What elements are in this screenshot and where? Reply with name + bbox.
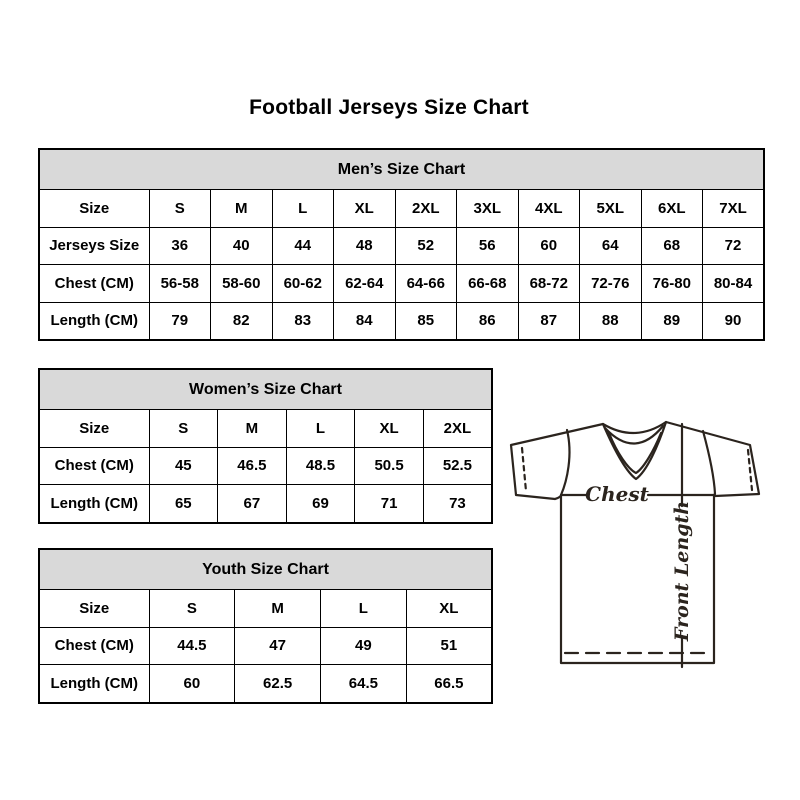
value-cell: 62-64 [334, 265, 396, 303]
table-row [39, 627, 492, 665]
value-cell: 76-80 [641, 265, 703, 303]
value-cell: XL [334, 190, 396, 228]
value-cell: 60 [518, 227, 580, 265]
value-cell: 85 [395, 302, 457, 340]
jersey-diagram-svg [501, 401, 771, 677]
value-cell: 50.5 [355, 447, 424, 485]
table-row [39, 410, 492, 448]
value-cell: M [211, 190, 273, 228]
row-label-cell: Size [39, 190, 149, 228]
value-cell: L [272, 190, 334, 228]
womens-size-table [38, 368, 493, 524]
value-cell: 36 [149, 227, 211, 265]
mens-table-header: Men’s Size Chart [39, 149, 764, 190]
value-cell: 87 [518, 302, 580, 340]
table-row [39, 447, 492, 485]
value-cell: 49 [321, 627, 407, 665]
table-row [39, 190, 764, 228]
value-cell: 44.5 [149, 627, 235, 665]
value-cell: 58-60 [211, 265, 273, 303]
value-cell: 52.5 [423, 447, 492, 485]
value-cell: 60-62 [272, 265, 334, 303]
value-cell: 56-58 [149, 265, 211, 303]
value-cell: 52 [395, 227, 457, 265]
table-row [39, 485, 492, 523]
value-cell: 68-72 [518, 265, 580, 303]
value-cell: 84 [334, 302, 396, 340]
value-cell: 60 [149, 665, 235, 703]
table-header-row [39, 149, 764, 190]
row-label-cell: Size [39, 410, 149, 448]
value-cell: L [286, 410, 355, 448]
value-cell: 89 [641, 302, 703, 340]
front-length-label: Front Length [671, 500, 693, 642]
row-label-cell: Chest (CM) [39, 627, 149, 665]
value-cell: 72 [703, 227, 765, 265]
value-cell: 3XL [457, 190, 519, 228]
youth-size-table [38, 548, 493, 704]
value-cell: 80-84 [703, 265, 765, 303]
value-cell: 4XL [518, 190, 580, 228]
value-cell: 47 [235, 627, 321, 665]
table-row [39, 302, 764, 340]
value-cell: 46.5 [218, 447, 287, 485]
row-label-cell: Length (CM) [39, 485, 149, 523]
row-label-cell: Chest (CM) [39, 265, 149, 303]
value-cell: 40 [211, 227, 273, 265]
value-cell: XL [355, 410, 424, 448]
table-header-row [39, 549, 492, 590]
jersey-outline [511, 422, 759, 663]
collar-band-outer-arc [603, 422, 666, 433]
page-title: Football Jerseys Size Chart [249, 96, 529, 119]
value-cell: 7XL [703, 190, 765, 228]
value-cell: 51 [406, 627, 492, 665]
row-label-cell: Length (CM) [39, 302, 149, 340]
value-cell: L [321, 590, 407, 628]
value-cell: 86 [457, 302, 519, 340]
row-label-cell: Size [39, 590, 149, 628]
value-cell: 66.5 [406, 665, 492, 703]
value-cell: 90 [703, 302, 765, 340]
row-label-cell: Jerseys Size [39, 227, 149, 265]
value-cell: S [149, 590, 235, 628]
value-cell: 83 [272, 302, 334, 340]
table-header-row [39, 369, 492, 410]
jersey-measurement-diagram [501, 401, 771, 677]
mens-size-table [38, 148, 765, 341]
table-row [39, 665, 492, 703]
row-label-cell: Chest (CM) [39, 447, 149, 485]
table-row [39, 265, 764, 303]
value-cell: 56 [457, 227, 519, 265]
value-cell: 2XL [423, 410, 492, 448]
value-cell: 5XL [580, 190, 642, 228]
table-row [39, 590, 492, 628]
value-cell: 62.5 [235, 665, 321, 703]
value-cell: M [218, 410, 287, 448]
value-cell: 79 [149, 302, 211, 340]
value-cell: 64-66 [395, 265, 457, 303]
youth-table-header: Youth Size Chart [39, 549, 492, 590]
value-cell: 69 [286, 485, 355, 523]
value-cell: 67 [218, 485, 287, 523]
value-cell: 45 [149, 447, 218, 485]
value-cell: 48 [334, 227, 396, 265]
value-cell: 88 [580, 302, 642, 340]
table-row [39, 227, 764, 265]
value-cell: 66-68 [457, 265, 519, 303]
value-cell: 72-76 [580, 265, 642, 303]
womens-table-header: Women’s Size Chart [39, 369, 492, 410]
value-cell: XL [406, 590, 492, 628]
value-cell: 64 [580, 227, 642, 265]
value-cell: M [235, 590, 321, 628]
value-cell: 68 [641, 227, 703, 265]
value-cell: S [149, 190, 211, 228]
value-cell: 48.5 [286, 447, 355, 485]
value-cell: 2XL [395, 190, 457, 228]
value-cell: 6XL [641, 190, 703, 228]
value-cell: 73 [423, 485, 492, 523]
chest-label: Chest [585, 482, 649, 506]
value-cell: 65 [149, 485, 218, 523]
value-cell: 44 [272, 227, 334, 265]
value-cell: 64.5 [321, 665, 407, 703]
value-cell: 71 [355, 485, 424, 523]
value-cell: S [149, 410, 218, 448]
row-label-cell: Length (CM) [39, 665, 149, 703]
value-cell: 82 [211, 302, 273, 340]
